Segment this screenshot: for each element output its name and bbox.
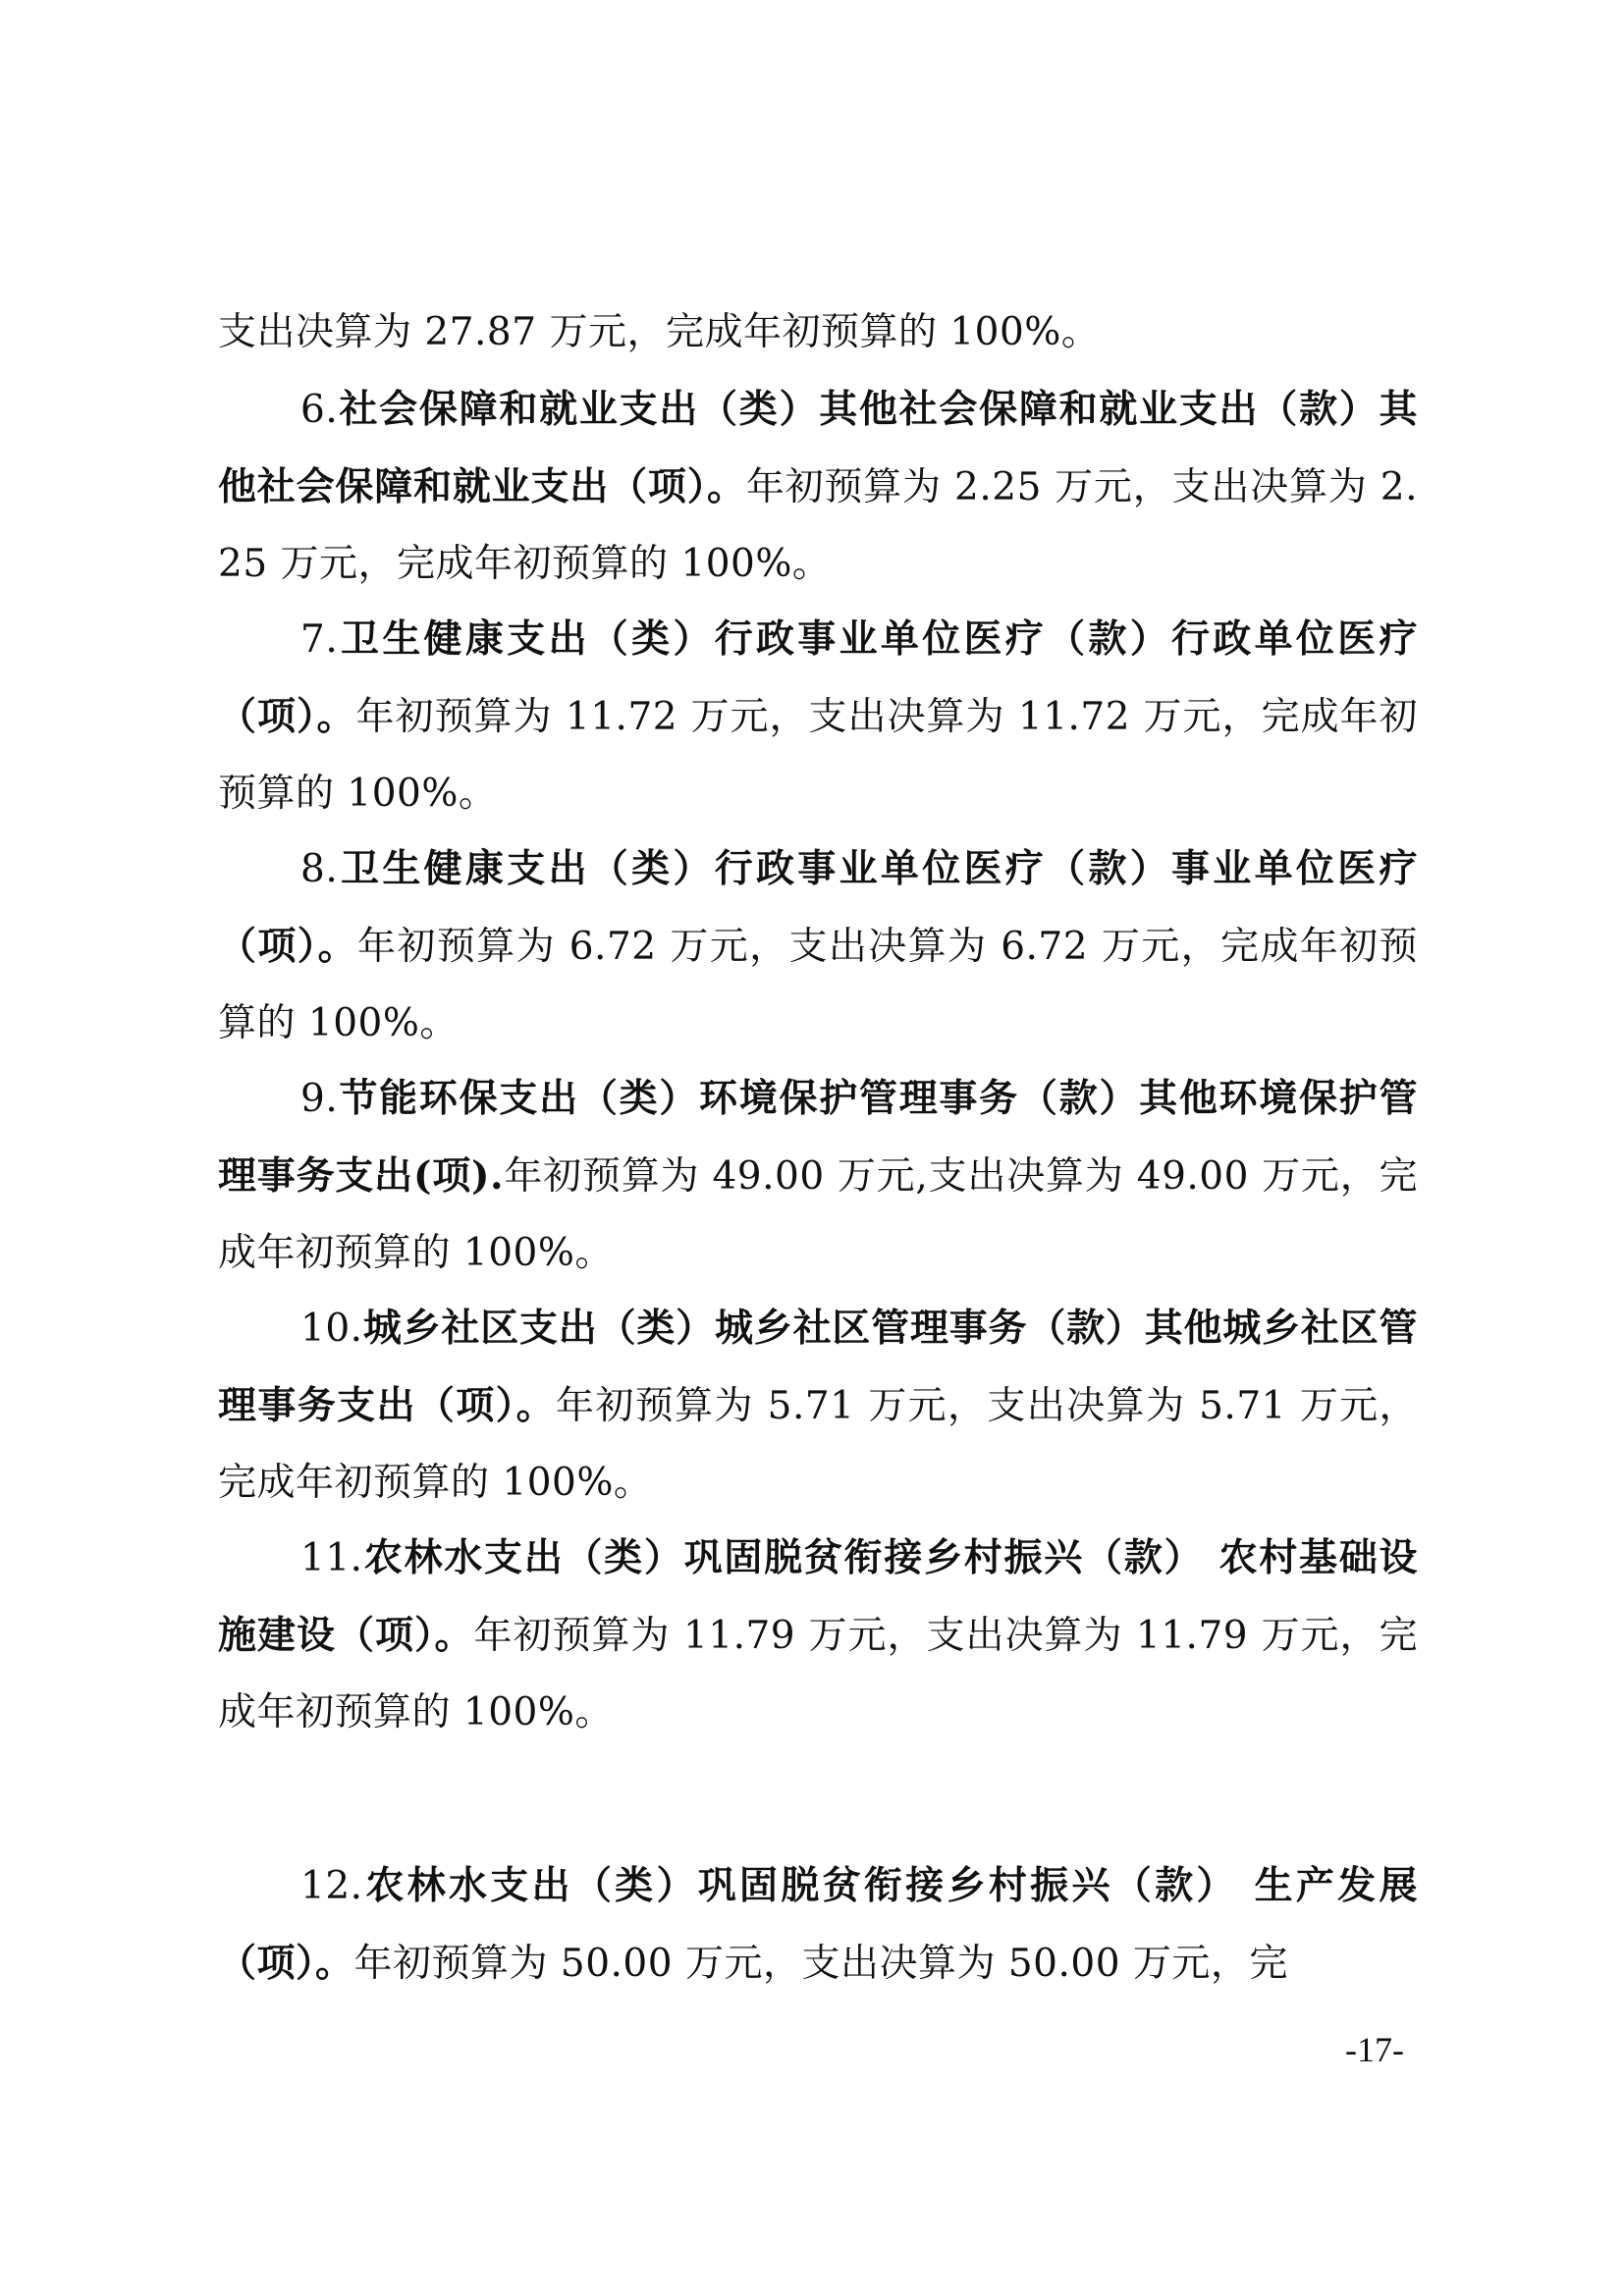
budget-item-7 (218, 601, 1418, 832)
item-number: 10. (300, 1307, 363, 1351)
budget-item-12 (218, 1847, 1418, 2002)
item-heading: 节能环保支出（类）环境保护管理事务（款）其他环境保护管理事务支出(项). (218, 1076, 1418, 1199)
budget-item-6 (218, 371, 1418, 603)
item-number: 12. (300, 1864, 363, 1908)
item-body: 年初预算为 2.25 万元，支出决算为 2.25 万元，完成年初预算的 100%。 (218, 465, 1418, 586)
item-body: 年初预算为 11.72 万元，支出决算为 11.72 万元，完成年初预算的 100%。 (218, 695, 1418, 816)
item-heading: 城乡社区支出（类）城乡社区管理事务（款）其他城乡社区管理事务支出（项）。 (218, 1306, 1418, 1428)
budget-item-10 (218, 1290, 1418, 1522)
item-heading: 农林水支出（类）巩固脱贫衔接乡村振兴（款） 生产发展（项）。 (218, 1863, 1418, 1986)
item-body: 年初预算为 49.00 万元,支出决算为 49.00 万元，完成年初预算的 100%。 (218, 1154, 1418, 1275)
item-heading: 卫生健康支出（类）行政事业单位医疗（款）事业单位医疗（项）。 (218, 846, 1418, 969)
item-number: 7. (300, 617, 339, 662)
item-body: 年初预算为 11.79 万元，支出决算为 11.79 万元，完成年初预算的 100%。 (218, 1614, 1418, 1735)
item-number: 9. (300, 1077, 339, 1121)
lead-text: 支出决算为 27.87 万元，完成年初预算的 100%。 (218, 310, 1101, 354)
item-number: 11. (300, 1536, 363, 1580)
item-body: 年初预算为 5.71 万元，支出决算为 5.71 万元，完成年初预算的 100%。 (218, 1384, 1418, 1505)
item-body: 年初预算为 6.72 万元，支出决算为 6.72 万元，完成年初预算的 100%。 (218, 925, 1418, 1045)
lead-paragraph (218, 294, 1418, 371)
item-number: 8. (300, 847, 339, 891)
item-body: 年初预算为 50.00 万元，支出决算为 50.00 万元，完 (353, 1942, 1288, 1986)
item-number: 6. (300, 388, 339, 432)
page-number: -17- (1345, 2030, 1404, 2069)
item-heading: 卫生健康支出（类）行政事业单位医疗（款）行政单位医疗（项）。 (218, 616, 1418, 739)
item-heading: 农林水支出（类）巩固脱贫衔接乡村振兴（款） 农村基础设施建设（项）。 (218, 1535, 1418, 1658)
budget-item-8 (218, 830, 1418, 1062)
budget-item-11 (218, 1520, 1418, 1751)
item-heading: 社会保障和就业支出（类）其他社会保障和就业支出（款）其他社会保障和就业支出（项）。 (218, 387, 1418, 509)
budget-item-9 (218, 1060, 1418, 1292)
